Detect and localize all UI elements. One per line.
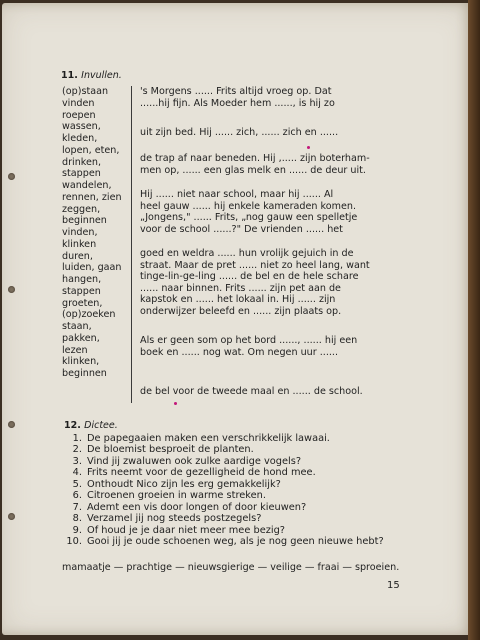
- verb-item: kleden,: [62, 133, 98, 144]
- verb-item: roepen: [62, 109, 96, 121]
- verb-list: [62, 86, 134, 380]
- verb-item: lezen: [62, 344, 88, 356]
- paragraph: [140, 189, 398, 235]
- pen-mark: [307, 146, 310, 149]
- text-line: Als er geen som op het bord ......, ...... hij een: [140, 335, 358, 346]
- paragraph: [140, 335, 398, 358]
- section-11-heading: [61, 70, 122, 81]
- verb-item: rennen, zien: [62, 191, 122, 203]
- pen-mark: [174, 402, 177, 405]
- item-number: 9.: [72, 524, 82, 536]
- verb-item: lopen, eten,: [62, 144, 120, 156]
- verb-item: stappen: [62, 285, 101, 297]
- item-number: 2.: [72, 444, 82, 456]
- verb-item: vinden: [62, 97, 95, 109]
- item-sentence: Frits neemt voor de gezelligheid de hond mee.: [87, 467, 316, 479]
- book-page: [2, 3, 472, 635]
- text-line: kapstok en ...... het lokaal in. Hij ...... zijn: [140, 294, 336, 306]
- verb-item: wassen,: [62, 121, 101, 133]
- text-line: uit zijn bed. Hij ...... zich, ...... zich en ......: [140, 127, 339, 138]
- item-number: 8.: [72, 513, 82, 525]
- paragraph: [140, 386, 398, 398]
- dictation-item: [64, 490, 384, 501]
- text-line: voor de school ......?" De vrienden ...... het: [140, 223, 343, 235]
- item-number: 7.: [72, 501, 82, 513]
- item-number: 3.: [72, 455, 82, 467]
- text-line: onderwijzer beleefd en ...... zijn plaats op.: [140, 305, 342, 317]
- paragraph: [140, 248, 398, 318]
- item-number: 6.: [72, 490, 82, 502]
- verb-item: pakken,: [62, 332, 100, 344]
- section-12-heading: [64, 420, 118, 431]
- item-sentence: Ademt een vis door longen of door kieuwen?: [87, 501, 307, 513]
- verb-item: zeggen,: [62, 203, 101, 215]
- item-sentence: Onthoudt Nico zijn les erg gemakkelijk?: [87, 478, 281, 490]
- dictation-item: [64, 479, 384, 490]
- verb-item: beginnen: [62, 215, 107, 227]
- item-number: 5.: [72, 478, 82, 490]
- verb-item: beginnen: [62, 368, 107, 379]
- item-sentence: De bloemist besproeit de planten.: [87, 444, 254, 456]
- text-line: de trap af naar beneden. Hij ,..... zijn boterham-: [140, 153, 370, 164]
- dictation-item: [64, 513, 384, 524]
- item-number: 10.: [66, 536, 82, 548]
- dictation-item: [64, 456, 384, 467]
- page-number: 15: [387, 580, 400, 591]
- text-line: Hij ...... niet naar school, maar hij ...... Al: [140, 189, 334, 200]
- word-list: mamaatje — prachtige — nieuwsgierige — veilige — fraai — sproeien.: [62, 562, 400, 573]
- dictation-item: [64, 502, 384, 513]
- paragraph: [140, 127, 398, 139]
- section-11-title: Invullen.: [81, 70, 122, 81]
- item-sentence: Of houd je je daar niet meer mee bezig?: [87, 524, 286, 536]
- dictation-item: [64, 536, 384, 547]
- dictation-item: [64, 525, 384, 536]
- section-12-title: Dictee.: [84, 420, 118, 431]
- verb-item: groeten,: [62, 297, 103, 309]
- dictation-item: [64, 433, 384, 444]
- text-line: straat. Maar de pret ...... niet zo heel lang, want: [140, 259, 370, 271]
- verb-item: staan,: [62, 321, 92, 332]
- text-line: goed en weldra ...... hun vrolijk gejuich in de: [140, 248, 354, 259]
- verb-item: (op)staan: [62, 86, 109, 97]
- text-line: ......hij fijn. Als Moeder hem ......, is hij zo: [140, 97, 335, 109]
- item-sentence: Gooi jij je oude schoenen weg, als je nog geen nieuwe hebt?: [87, 536, 384, 548]
- dictation-item: [64, 467, 384, 478]
- text-line: heel gauw ...... hij enkele kameraden komen.: [140, 200, 356, 212]
- verb-item: vinden,: [62, 227, 98, 238]
- text-line: tinge-lin-ge-ling ...... de bel en de hele schare: [140, 271, 359, 283]
- text-line: „Jongens," ...... Frits, „nog gauw een spelletje: [140, 212, 358, 224]
- text-line: 's Morgens ...... Frits altijd vroeg op. Dat: [140, 86, 332, 97]
- verb-item: klinken: [62, 238, 97, 250]
- verb-item: duren,: [62, 250, 93, 262]
- section-12-number: 12.: [64, 420, 81, 431]
- verb-item: stappen: [62, 168, 101, 180]
- text-line: boek en ...... nog wat. Om negen uur ......: [140, 346, 339, 358]
- item-sentence: De papegaaien maken een verschrikkelijk lawaai.: [87, 433, 330, 444]
- paragraph: [140, 86, 398, 109]
- verb-item: luiden, gaan: [62, 262, 122, 274]
- text-line: ...... naar binnen. Frits ...... zijn pet aan de: [140, 282, 341, 294]
- book-spine: [468, 0, 480, 640]
- item-sentence: Vind jij zwaluwen ook zulke aardige vogels?: [87, 455, 302, 467]
- verb-item: hangen,: [62, 274, 102, 285]
- verb-item: drinken,: [62, 156, 102, 168]
- item-number: 4.: [72, 467, 82, 479]
- paragraph: [140, 153, 398, 176]
- column-divider: [131, 86, 132, 403]
- item-sentence: Verzamel jij nog steeds postzegels?: [87, 513, 262, 525]
- item-sentence: Citroenen groeien in warme streken.: [87, 490, 266, 502]
- item-number: 1.: [72, 433, 82, 444]
- verb-item: klinken,: [62, 356, 100, 368]
- dictation-list: [64, 433, 384, 548]
- verb-item: wandelen,: [62, 180, 112, 191]
- section-11-number: 11.: [61, 70, 78, 81]
- text-line: men op, ...... een glas melk en ...... de deur uit.: [140, 164, 366, 176]
- verb-item: (op)zoeken: [62, 309, 116, 321]
- binding-holes: [8, 3, 18, 635]
- text-line: de bel voor de tweede maal en ...... de school.: [140, 386, 363, 397]
- dictation-item: [64, 444, 384, 455]
